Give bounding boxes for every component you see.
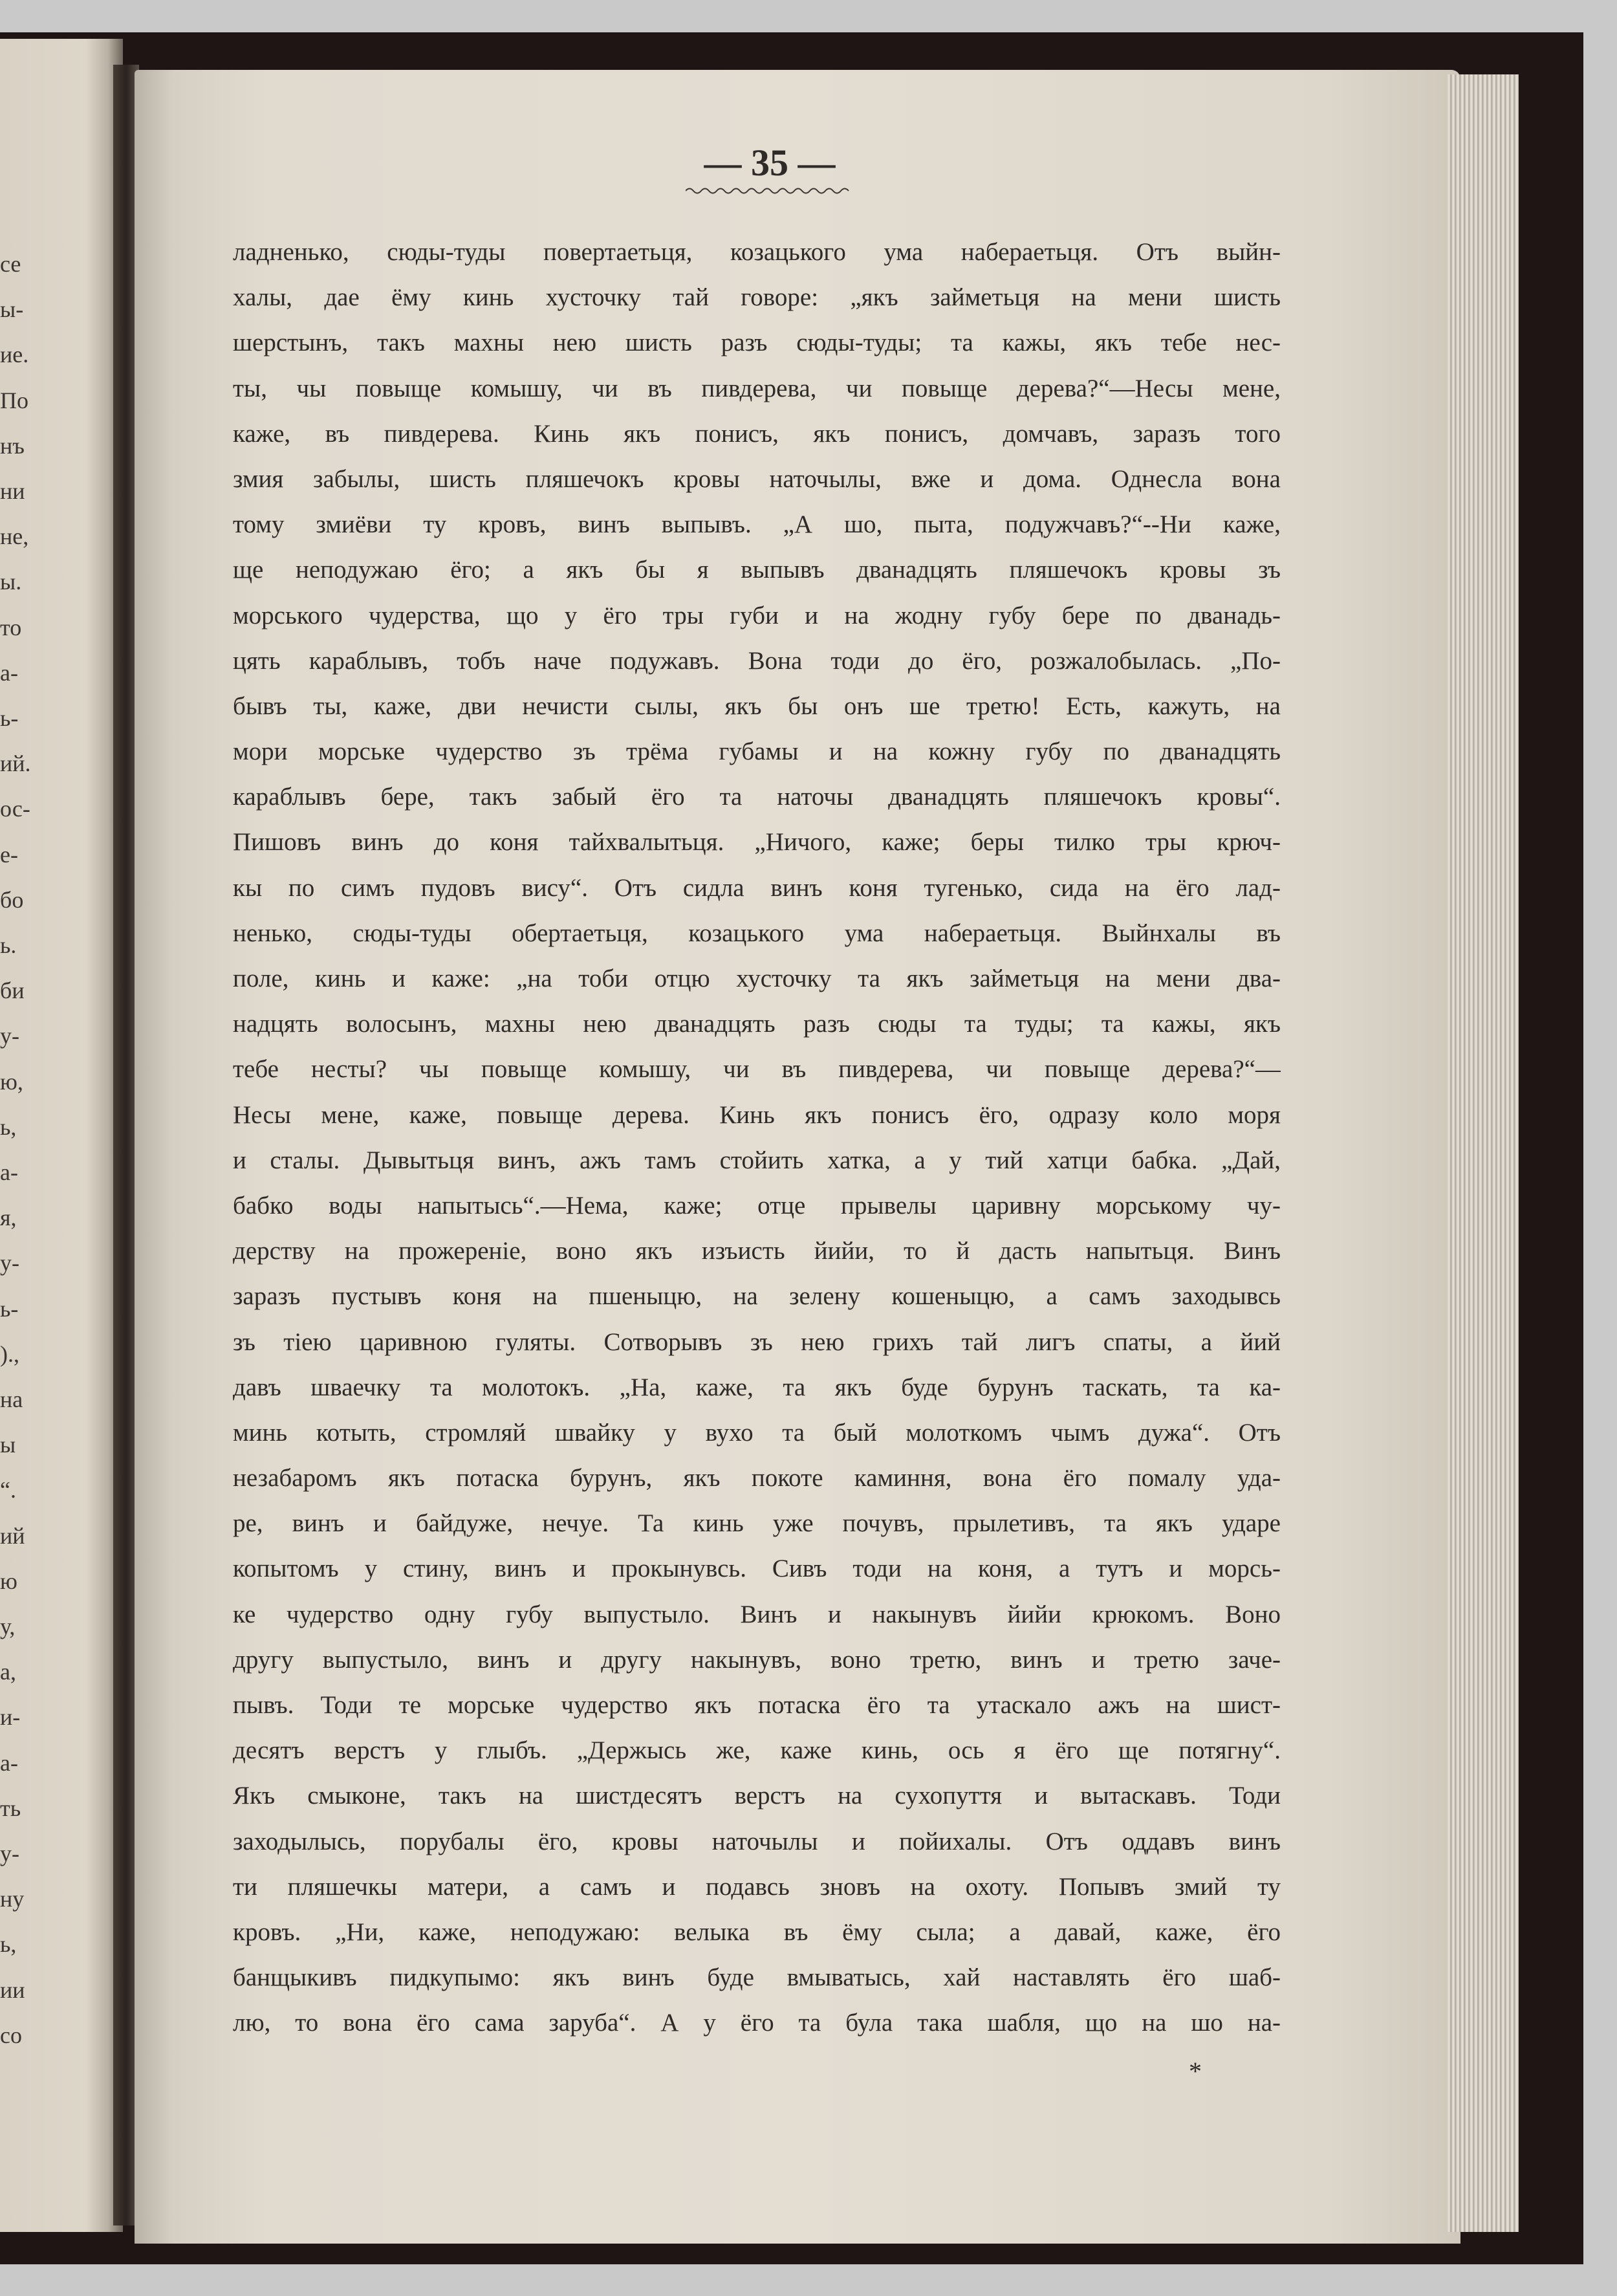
left-page-fragment: то: [0, 614, 22, 640]
text-line: тебе несты? чы повыще комышу, чи въ пивдерева, чи повыще дерева?“—: [233, 1055, 1281, 1084]
text-line: морського чудерства, що у ёго тры губи и на жодну губу бере по дванадь-: [233, 601, 1281, 629]
text-line: ре, винъ и байдуже, нечуе. Та кинь уже почувъ, прылетивъ, та якъ ударе: [233, 1509, 1281, 1538]
left-page-fragment: ю,: [0, 1068, 23, 1095]
left-page-fragment: у-: [0, 1841, 19, 1866]
left-page-fragment: ий.: [0, 750, 31, 777]
left-page-fragment: ну: [0, 1886, 25, 1912]
left-page-fragment: ю: [0, 1568, 17, 1594]
left-page-fragment: ).,: [0, 1340, 19, 1367]
left-page-fragment: а-: [0, 659, 18, 686]
page-number-ornament: [686, 185, 854, 197]
left-page-fragment: ы: [0, 1432, 16, 1458]
left-page-fragment: ы.: [0, 569, 22, 595]
text-line: мори морське чудерство зъ трёма губамы и на кожну губу по дванадцять: [233, 738, 1281, 766]
footnote-mark: *: [1189, 2057, 1202, 2086]
text-line: цять караблывъ, тобъ наче подужавъ. Вона тоди до ёго, розжалобылась. „По-: [233, 646, 1281, 675]
left-page-fragment: и-: [0, 1704, 21, 1731]
text-line: караблывъ бере, такъ забый ёго та наточы дванадцять пляшечокъ кровы“.: [233, 783, 1281, 811]
text-line: незабаромъ якъ потаска бурунъ, якъ покоте каминня, вона ёго помалу уда-: [233, 1464, 1281, 1492]
text-line: надцять волосынъ, махны нею дванадцять разъ сюды та туды; та кажы, якъ: [233, 1010, 1281, 1038]
text-line: кровъ. „Ни, каже, неподужаю: велыка въ ёму сыла; а давай, каже, ёго: [233, 1918, 1281, 1946]
text-line: ке чудерство одну губу выпустыло. Винъ и накынувъ йийи крюкомъ. Воно: [233, 1600, 1281, 1628]
text-line: ти пляшечкы матери, а самъ и подавсь зновъ на охоту. Попывъ змий ту: [233, 1872, 1281, 1901]
text-line: банщыкивъ пидкупымо: якъ винъ буде вмыватысь, хай наставлять ёго шаб-: [233, 1963, 1281, 1992]
body-text: [233, 230, 1281, 2046]
left-page-fragment: “.: [0, 1477, 16, 1503]
text-line: ты, чы повыще комышу, чи въ пивдерева, чи повыще дерева?“—Несы мене,: [233, 374, 1281, 402]
left-page-fragment: ь-: [0, 1295, 19, 1322]
left-page-fragment: не,: [0, 523, 29, 550]
left-page-fragment: ь-: [0, 705, 19, 731]
text-line: Пишовъ винъ до коня тайхвалытьця. „Ничого, каже; беры тилко тры крюч-: [233, 828, 1281, 857]
left-page-fragment: у,: [0, 1613, 16, 1639]
left-page-fragment: ие.: [0, 342, 29, 368]
text-line: зъ тiею царивною гуляты. Сотворывъ зъ нею грихъ тай лигъ спаты, а йий: [233, 1328, 1281, 1356]
text-line: змия забылы, шисть пляшечокъ кровы наточылы, вже и дома. Однесла вона: [233, 465, 1281, 493]
text-line: поле, кинь и каже: „на тоби отцю хусточку та якъ займетьця на мени два-: [233, 965, 1281, 992]
text-line: давъ шваечку та молотокъ. „На, каже, та якъ буде бурунъ таскать, та ка-: [233, 1373, 1281, 1401]
left-page: [0, 39, 123, 2232]
left-page-fragment: ь.: [0, 932, 17, 958]
text-line: пывъ. Тоди те морське чудерство якъ потаска ёго та утаскало ажъ на шист-: [233, 1691, 1281, 1719]
page-number: — 35 —: [704, 142, 836, 184]
text-line: шерстынъ, такъ махны нею шисть разъ сюды-туды; та кажы, якъ тебе нес-: [233, 329, 1281, 357]
left-page-fragment: ий: [0, 1522, 25, 1549]
text-line: бывъ ты, каже, дви нечисти сылы, якъ бы онъ ше третю! Есть, кажуть, на: [233, 692, 1281, 720]
left-page-fragment: ии: [0, 1976, 25, 2003]
text-line: копытомъ у стину, винъ и прокынувсь. Сивъ тоди на коня, а тутъ и морсь-: [233, 1555, 1281, 1583]
text-line: тому змиёви ту кровъ, винъ выпывъ. „А шо, пыта, подужчавъ?“--Ни каже,: [233, 510, 1281, 539]
text-line: лю, то вона ёго сама заруба“. А у ёго та була така шабля, що на шо на-: [233, 2009, 1281, 2037]
left-page-fragment: нъ: [0, 432, 25, 459]
page-edges: [1448, 74, 1519, 2232]
left-page-fragment: у-: [0, 1250, 19, 1276]
left-page-fragment: я,: [0, 1205, 17, 1231]
left-page-fragment: а-: [0, 1749, 18, 1776]
left-page-fragment: ь,: [0, 1113, 17, 1140]
text-line: ще неподужаю ёго; а якъ бы я выпывъ дванадцять пляшечокъ кровы зъ: [233, 556, 1281, 584]
left-page-fragment: ос-: [0, 796, 30, 822]
left-page-fragment: ь,: [0, 1931, 17, 1958]
text-line: и сталы. Дывытьця винъ, ажъ тамъ стойить хатка, а у тий хатци бабка. „Дай,: [233, 1146, 1281, 1174]
text-line: кы по симъ пудовъ вису“. Отъ сидла винъ коня тугенько, сида на ёго лад-: [233, 873, 1281, 902]
left-page-fragment: ни: [0, 478, 25, 504]
text-line: бабко воды напытысь“.—Нема, каже; отце прывелы царивну морському чу-: [233, 1191, 1281, 1219]
text-line: Несы мене, каже, повыще дерева. Кинь якъ понисъ ёго, одразу коло моря: [233, 1100, 1281, 1129]
text-line: Якъ смыконе, такъ на шистдесятъ верстъ на сухопуття и вытаскавъ. Тоди: [233, 1782, 1281, 1810]
left-page-fragment: со: [0, 2022, 22, 2048]
text-line: халы, дае ёму кинь хусточку тай говоре: „якъ займетьця на мени шисть: [233, 283, 1281, 312]
left-page-fragment: а,: [0, 1659, 16, 1685]
left-page-fragment: бо: [0, 886, 24, 913]
left-page-fragment: на: [0, 1386, 23, 1412]
left-page-fragment: се: [0, 251, 21, 277]
left-page-fragment: у-: [0, 1023, 19, 1049]
text-line: каже, въ пивдерева. Кинь якъ понисъ, якъ понисъ, домчавъ, заразъ того: [233, 419, 1281, 448]
text-line: другу выпустыло, винъ и другу накынувъ, воно третю, винъ и третю заче-: [233, 1645, 1281, 1674]
text-line: заходылысь, порубалы ёго, кровы наточылы и пойихалы. Отъ оддавъ винъ: [233, 1827, 1281, 1855]
left-page-fragment: ть: [0, 1795, 21, 1821]
text-line: дерству на прожереніе, воно якъ изъисть йийи, то й дасть напытьця. Винъ: [233, 1237, 1281, 1265]
left-page-fragment: би: [0, 978, 25, 1004]
left-page-fragment: е-: [0, 841, 18, 868]
left-page-fragment: По: [0, 387, 28, 413]
left-page-fragment: а-: [0, 1159, 18, 1185]
text-line: минь котыть, стромляй швайку у вухо та бый молоткомъ чымъ дужа“. Отъ: [233, 1418, 1281, 1447]
text-line: заразъ пустывъ коня на пшеныцю, на зелену кошеныцю, а самъ заходывсь: [233, 1282, 1281, 1311]
left-page-fragment: ы-: [0, 296, 24, 323]
text-line: ладненько, сюды-туды повертаетьця, козацького ума набераетьця. Отъ выйн-: [233, 238, 1281, 266]
text-line: ненько, сюды-туды обертаетьця, козацького ума набераетьця. Выйнхалы въ: [233, 919, 1281, 947]
text-line: десятъ верстъ у глыбъ. „Держысь же, каже кинь, ось я ёго ще потягну“.: [233, 1736, 1281, 1765]
